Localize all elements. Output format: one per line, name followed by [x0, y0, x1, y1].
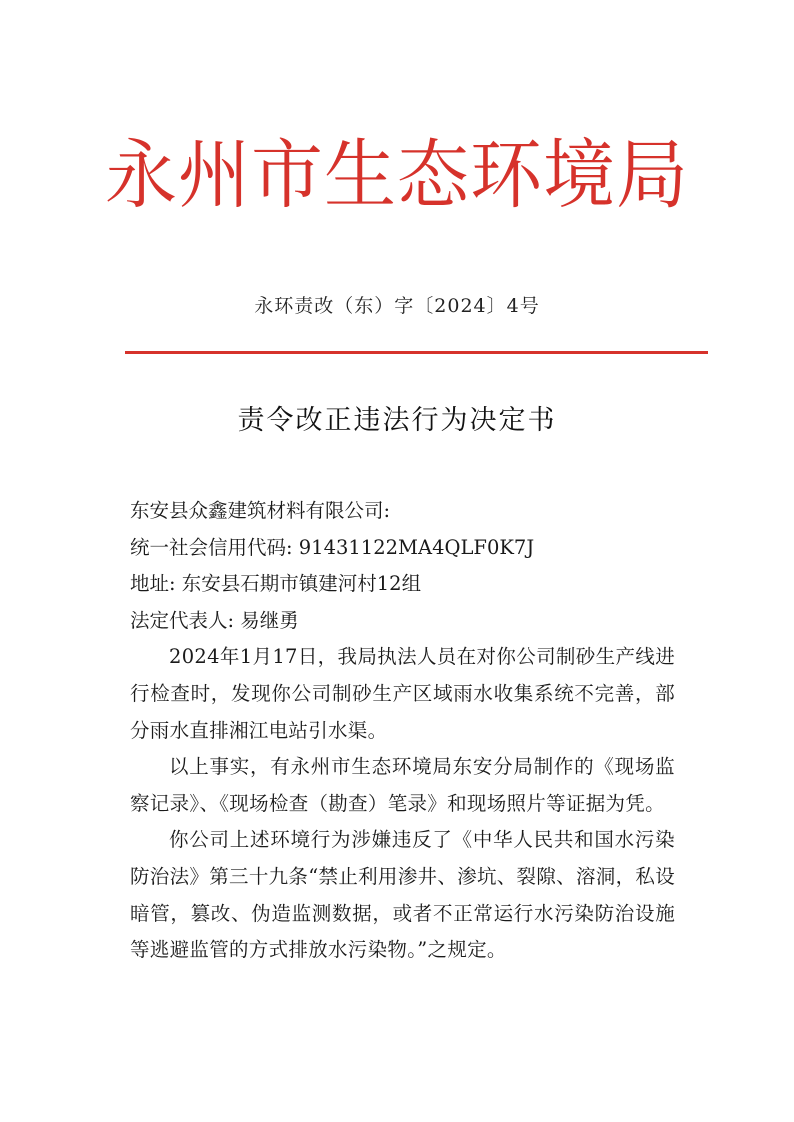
recipient-credit-code: 统一社会信用代码: 91431122MA4QLF0K7J	[130, 535, 535, 559]
paragraph-evidence: 以上事实，有永州市生态环境局东安分局制作的《现场监察记录》、《现场检查（勘查）笔录》和现场照片等证据为凭。	[130, 755, 675, 815]
document-number: 永环责改（东）字〔2024〕4号	[254, 295, 540, 317]
document-body	[130, 493, 675, 969]
recipient-legal-representative: 法定代表人: 易继勇	[130, 608, 299, 632]
paragraph-legal-violation: 你公司上述环境行为涉嫌违反了《中华人民共和国水污染防治法》第三十九条“禁止利用渗井、渗坑、裂隙、溶洞，私设暗管，篡改、伪造监测数据，或者不正常运行水污染防治设施等逃避监管的方式排放水污染物。”之规定。	[130, 828, 675, 962]
paragraph-inspection-finding: 2024年1月17日，我局执法人员在对你公司制砂生产线进行检查时，发现你公司制砂生产区域雨水收集系统不完善，部分雨水直排湘江电站引水渠。	[130, 645, 675, 742]
issuer-masthead: 永州市生态环境局	[104, 130, 689, 220]
recipient-address: 地址: 东安县石期市镇建河村12组	[130, 572, 422, 596]
recipient-company: 东安县众鑫建筑材料有限公司:	[130, 499, 391, 522]
red-divider	[125, 351, 708, 354]
document-title: 责令改正违法行为决定书	[237, 405, 557, 436]
